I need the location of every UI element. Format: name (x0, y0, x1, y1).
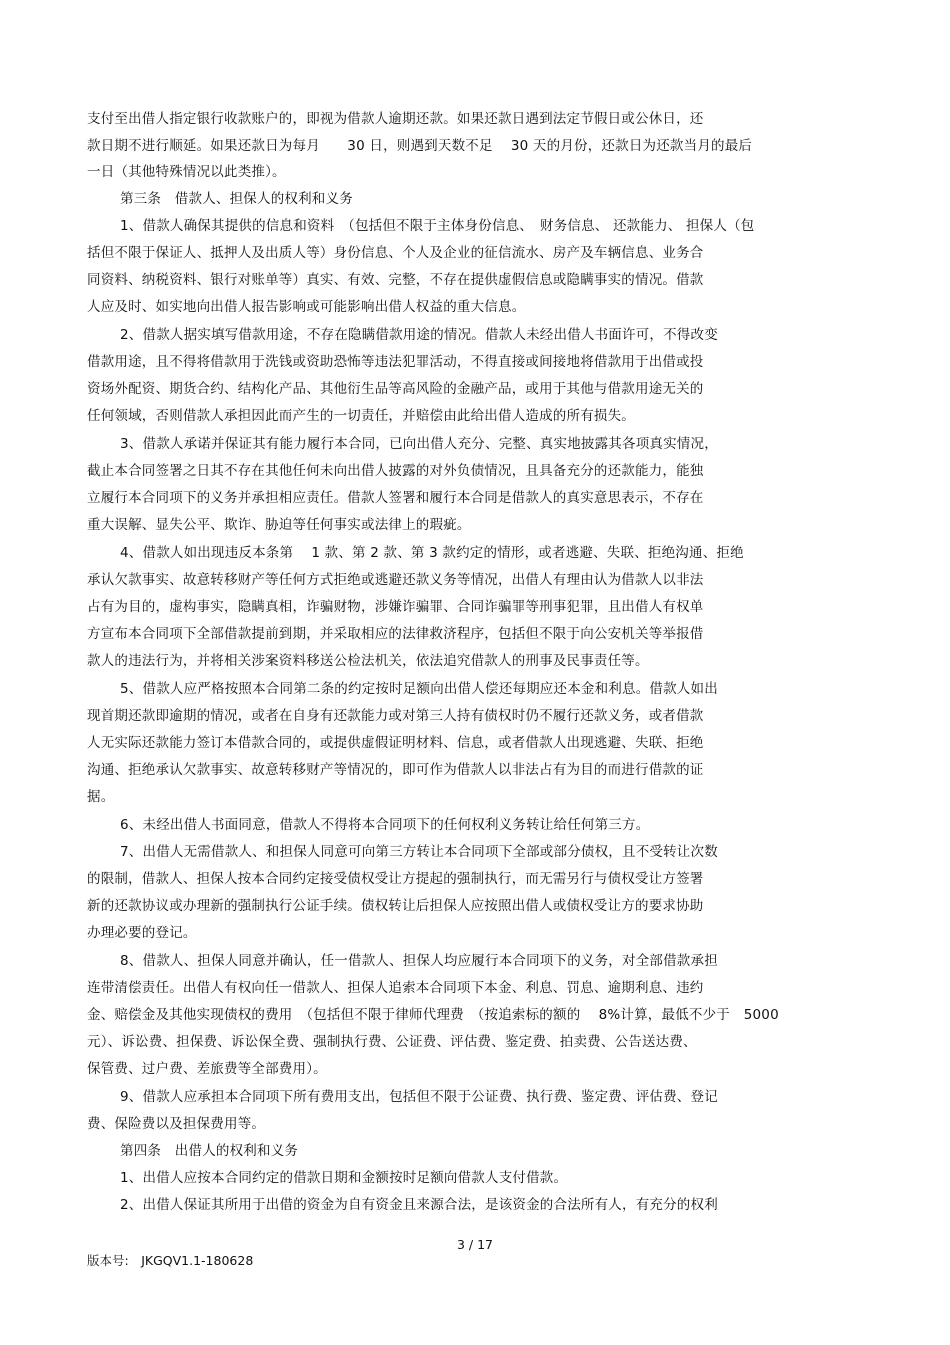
text-line: 款人的违法行为，并将相关涉案资料移送公检法机关，依法追究借款人的刑事及民事责任等。 (87, 653, 649, 669)
text-line: 同资料、纳税资料、银行对账单等）真实、有效、完整，不存在提供虚假信息或隐瞒事实的情况。借款 (87, 272, 704, 288)
text-line: 3、借款人承诺并保证其有能力履行本合同，已向出借人充分、完整、真实地披露其各项真实情况， (120, 436, 718, 452)
text-line: 1、出借人应按本合同约定的借款日期和金额按时足额向借款人支付借款。 (120, 1170, 568, 1186)
text-line: 立履行本合同项下的义务并承担相应责任。借款人签署和履行本合同是借款人的真实意思表示，不存在 (87, 490, 704, 506)
text-line: 金、赔偿金及其他实现债权的费用 （包括但不限于律师代理费 （按追索标的额的 8%计算，最低不少于 5000 (87, 1007, 779, 1023)
text-line: 费、保险费以及担保费用等。 (87, 1116, 266, 1132)
text-line: 4、借款人如出现违反本条第 1 款、第 2 款、第 3 款约定的情形，或者逃避、失联、拒绝沟通、拒绝 (120, 545, 744, 561)
text-line: 9、借款人应承担本合同项下所有费用支出，包括但不限于公证费、执行费、鉴定费、评估费、登记 (120, 1089, 718, 1105)
text-line: 8、借款人、担保人同意并确认，任一借款人、担保人均应履行本合同项下的义务，对全部借款承担 (120, 953, 718, 969)
text-line: 新的还款协议或办理新的强制执行公证手续。债权转让后担保人应按照出借人或债权受让方的要求协助 (87, 898, 704, 914)
text-line: 7、出借人无需借款人、和担保人同意可向第三方转让本合同项下全部或部分债权，且不受转让次数 (120, 844, 718, 860)
text-line: 支付至出借人指定银行收款账户的，即视为借款人逾期还款。如果还款日遇到法定节假日或公休日，还 (87, 111, 704, 127)
text-line: 保管费、过户费、差旅费等全部费用）。 (87, 1061, 327, 1077)
text-line: 括但不限于保证人、抵押人及出质人等）身份信息、个人及企业的征信流水、房产及车辆信息、业务合 (87, 245, 704, 261)
text-line: 据。 (87, 789, 115, 805)
text-line: 占有为目的，虚构事实，隐瞒真相，诈骗财物，涉嫌诈骗罪、合同诈骗罪等刑事犯罪，且出借人有权单 (87, 599, 704, 615)
text-line: 一日（其他特殊情况以此类推）。 (87, 164, 286, 180)
text-line: 借款用途，且不得将借款用于洗钱或资助恐怖等违法犯罪活动，不得直接或间接地将借款用于出借或投 (87, 354, 704, 370)
text-line: 重大误解、显失公平、欺诈、胁迫等任何事实或法律上的瑕疵。 (87, 517, 471, 533)
text-line: 任何领域，否则借款人承担因此而产生的一切责任，并赔偿由此给出借人造成的所有损失。 (87, 408, 635, 424)
text-line: 2、出借人保证其所用于出借的资金为自有资金且来源合法，是该资金的合法所有人，有充分的权利 (120, 1197, 718, 1213)
section-heading: 第三条 借款人、担保人的权利和义务 (120, 191, 353, 207)
text-line: 的限制，借款人、担保人按本合同约定接受债权受让方提起的强制执行，而无需另行与债权受让方签署 (87, 871, 704, 887)
text-line: 人应及时、如实地向出借人报告影响或可能影响出借人权益的重大信息。 (87, 299, 526, 315)
page-number: 3 / 17 (456, 1237, 494, 1252)
text-line: 方宣布本合同项下全部借款提前到期，并采取相应的法律救济程序，包括但不限于向公安机关等举报借 (87, 626, 704, 642)
text-line: 元）、诉讼费、担保费、诉讼保全费、强制执行费、公证费、评估费、鉴定费、拍卖费、公告送达费、 (87, 1034, 697, 1050)
text-line: 款日期不进行顺延。如果还款日为每月 30 日，则遇到天数不足 30 天的月份，还款日为还款当月的最后 (87, 138, 753, 154)
text-line: 承认欠款事实、故意转移财产等任何方式拒绝或逃避还款义务等情况，出借人有理由认为借款人以非法 (87, 572, 704, 588)
text-line: 人无实际还款能力签订本借款合同的，或提供虚假证明材料、信息，或者借款人出现逃避、失联、拒绝 (87, 735, 704, 751)
version-label: 版本号: JKGQV1.1-180628 (87, 1253, 254, 1268)
text-line: 现首期还款即逾期的情况，或者在自身有还款能力或对第三人持有债权时仍不履行还款义务，或者借款 (87, 708, 704, 724)
text-line: 资场外配资、期货合约、结构化产品、其他衍生品等高风险的金融产品，或用于其他与借款用途无关的 (87, 381, 704, 397)
text-line: 截止本合同签署之日其不存在其他任何未向出借人披露的对外负债情况，且具备充分的还款能力，能独 (87, 463, 704, 479)
text-line: 办理必要的登记。 (87, 925, 197, 941)
text-line: 沟通、拒绝承认欠款事实、故意转移财产等情况的，即可作为借款人以非法占有为目的而进行借款的证 (87, 762, 704, 778)
text-line: 6、未经出借人书面同意，借款人不得将本合同项下的任何权利义务转让给任何第三方。 (120, 817, 650, 833)
text-line: 2、借款人据实填写借款用途，不存在隐瞒借款用途的情况。借款人未经出借人书面许可，不得改变 (120, 327, 718, 343)
text-line: 连带清偿责任。出借人有权向任一借款人、担保人追索本合同项下本金、利息、罚息、逾期利息、违约 (87, 980, 704, 996)
text-line: 5、借款人应严格按照本合同第二条的约定按时足额向出借人偿还每期应还本金和利息。借款人如出 (120, 681, 718, 697)
section-heading: 第四条 出借人的权利和义务 (120, 1143, 299, 1159)
text-line: 1、借款人确保其提供的信息和资料 （包括但不限于主体身份信息、 财务信息、 还款能力、 担保人（包 (120, 218, 755, 234)
